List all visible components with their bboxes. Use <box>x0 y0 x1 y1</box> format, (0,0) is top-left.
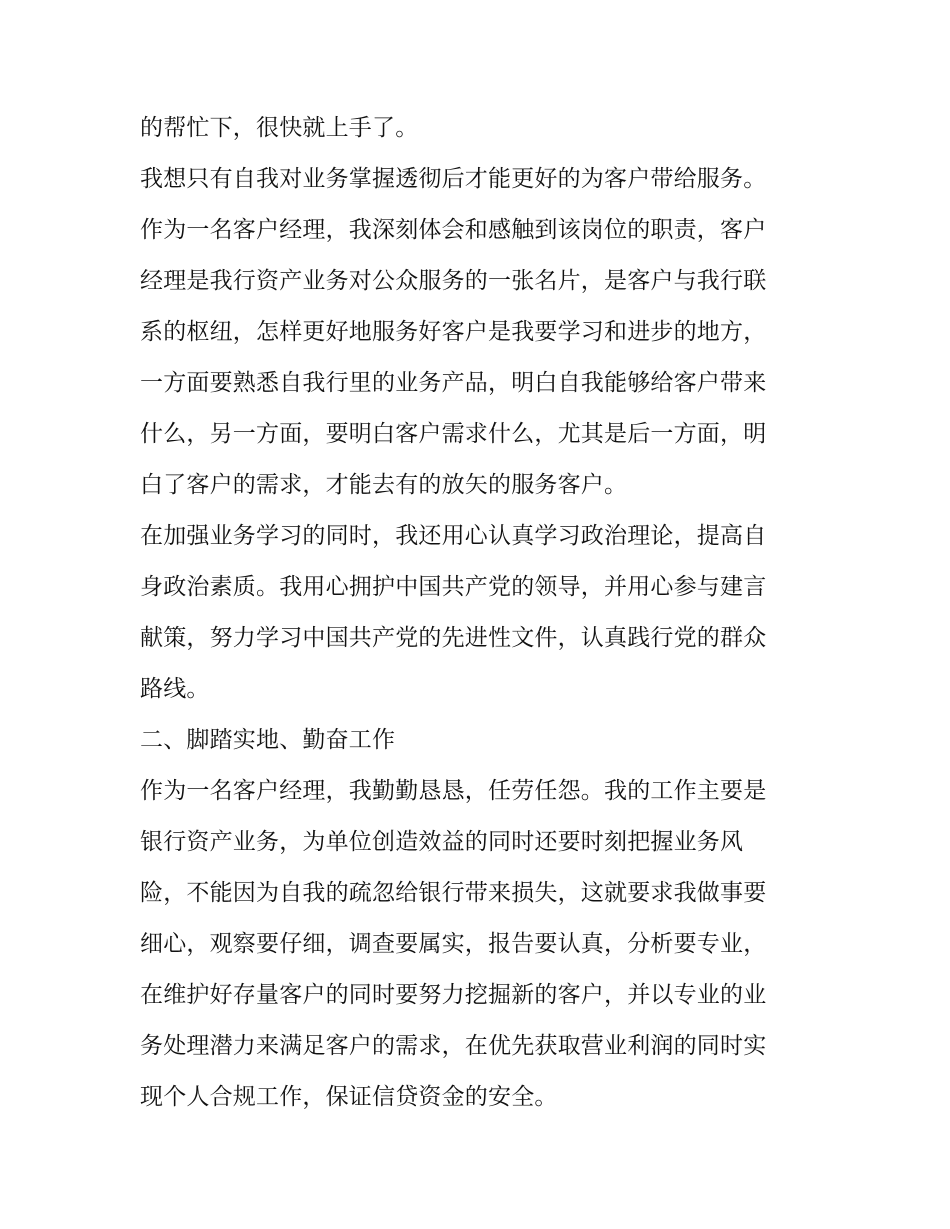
text-line: 献策，努力学习中国共产党的先进性文件，认真践行党的群众 <box>140 625 767 651</box>
document-body <box>140 103 830 1123</box>
text-line: 务处理潜力来满足客户的需求，在优先获取营业利润的同时实 <box>140 1033 767 1059</box>
text-line: 白了客户的需求，才能去有的放矢的服务客户。 <box>140 472 628 498</box>
text-line: 银行资产业务，为单位创造效益的同时还要时刻把握业务风 <box>140 829 744 855</box>
text-line: 在维护好存量客户的同时要努力挖掘新的客户，并以专业的业 <box>140 982 767 1008</box>
text-line: 身政治素质。我用心拥护中国共产党的领导，并用心参与建言 <box>140 574 767 600</box>
section-heading: 二、脚踏实地、勤奋工作 <box>140 727 396 753</box>
text-line: 作为一名客户经理，我深刻体会和感触到该岗位的职责，客户 <box>140 217 767 243</box>
text-line: 在加强业务学习的同时，我还用心认真学习政治理论，提高自 <box>140 523 767 549</box>
text-line: 路线。 <box>140 676 210 702</box>
text-line: 细心，观察要仔细，调查要属实，报告要认真，分析要专业， <box>140 931 767 957</box>
text-line: 一方面要熟悉自我行里的业务产品，明白自我能够给客户带来 <box>140 370 767 396</box>
text-line: 作为一名客户经理，我勤勤恳恳，任劳任怨。我的工作主要是 <box>140 778 767 804</box>
text-line: 我想只有自我对业务掌握透彻后才能更好的为客户带给服务。 <box>140 166 767 192</box>
text-line: 现个人合规工作，保证信贷资金的安全。 <box>140 1084 558 1110</box>
text-line: 险，不能因为自我的疏忽给银行带来损失，这就要求我做事要 <box>140 880 767 906</box>
text-line: 什么，另一方面，要明白客户需求什么，尤其是后一方面，明 <box>140 421 767 447</box>
text-line: 经理是我行资产业务对公众服务的一张名片，是客户与我行联 <box>140 268 767 294</box>
text-line: 的帮忙下，很快就上手了。 <box>140 115 419 141</box>
text-line: 系的枢纽，怎样更好地服务好客户是我要学习和进步的地方， <box>140 319 767 345</box>
